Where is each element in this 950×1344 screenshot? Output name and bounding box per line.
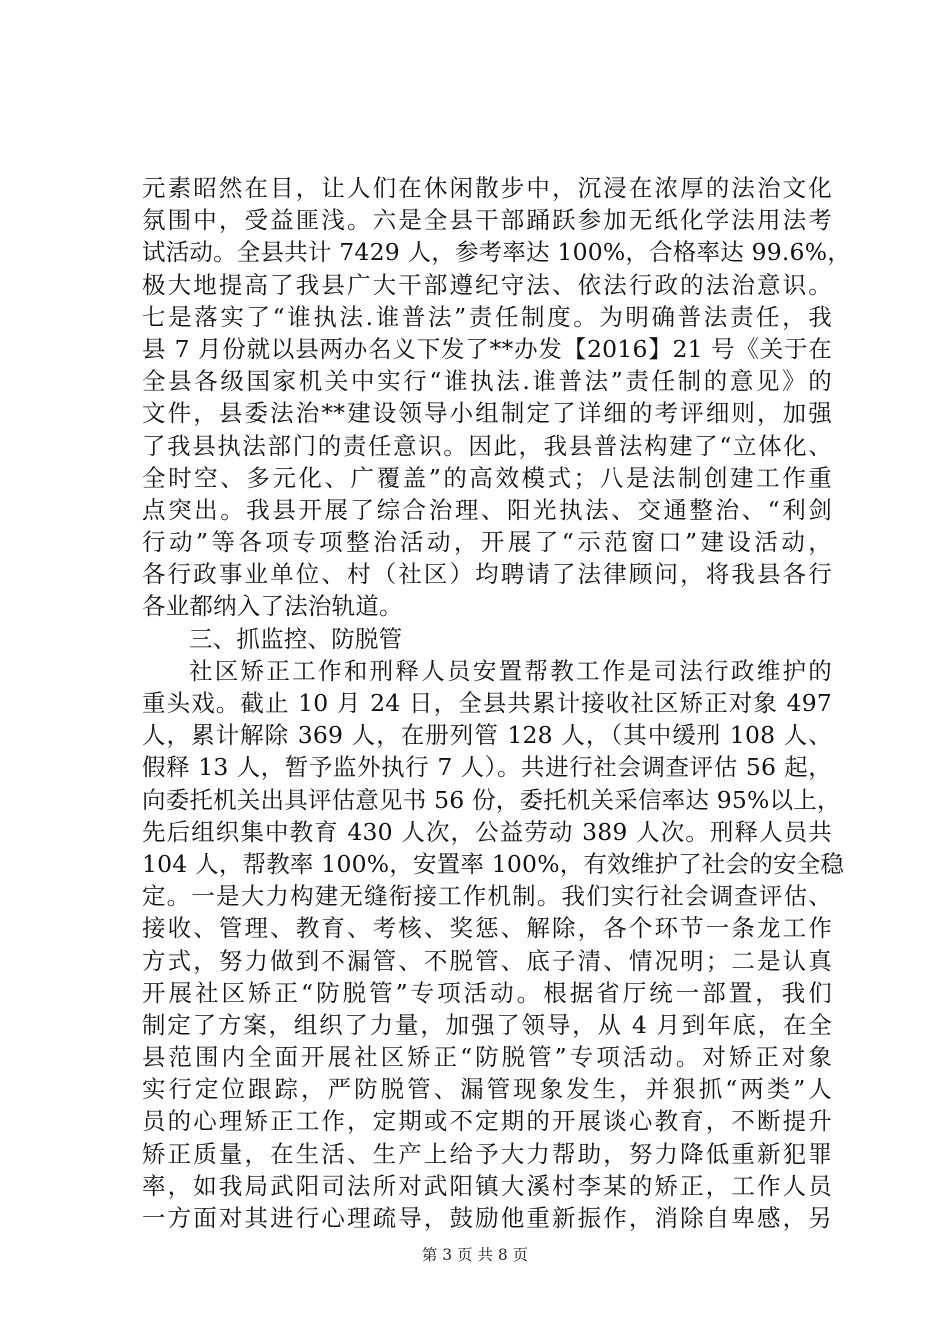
text-line: 矫正质量，在生活、生产上给予大力帮助，努力降低重新犯罪 bbox=[142, 1139, 832, 1168]
text-line: 先后组织集中教育 430 人次，公益劳动 389 人次。刑释人员共 bbox=[142, 817, 832, 846]
text-line: 制定了方案，组织了力量，加强了领导，从 4 月到年底，在全 bbox=[142, 1010, 832, 1039]
text-line: 假释 13 人，暂予监外执行 7 人）。共进行社会调查评估 56 起， bbox=[142, 753, 832, 782]
text-line: 元素昭然在目，让人们在休闲散步中，沉浸在浓厚的法治文化 bbox=[142, 174, 832, 202]
text-line: 了我县执法部门的责任意识。因此，我县普法构建了“立体化、 bbox=[142, 431, 832, 460]
text-line: 实行定位跟踪，严防脱管、漏管现象发生，并狠抓“两类”人 bbox=[142, 1075, 832, 1104]
text-line: 极大地提高了我县广大干部遵纪守法、依法行政的法治意识。 bbox=[142, 270, 832, 299]
text-line: 三、抓监控、防脱管 bbox=[189, 624, 403, 653]
text-line: 氛围中，受益匪浅。六是全县干部踊跃参加无纸化学法用法考 bbox=[142, 206, 832, 235]
text-line: 行动”等各项专项整治活动，开展了“示范窗口”建设活动， bbox=[142, 528, 832, 557]
text-line: 全县各级国家机关中实行“谁执法.谁普法”责任制的意见》的 bbox=[142, 367, 832, 396]
text-line: 试活动。全县共计 7429 人，参考率达 100%，合格率达 99.6%， bbox=[142, 238, 851, 267]
document-body bbox=[142, 172, 851, 1234]
text-line: 重头戏。截止 10 月 24 日，全县共累计接收社区矫正对象 497 bbox=[142, 689, 832, 717]
text-line: 各业都纳入了法治轨道。 bbox=[142, 592, 403, 621]
text-line: 开展社区矫正“防脱管”专项活动。根据省厅统一部置，我们 bbox=[142, 978, 832, 1007]
page-footer: 第 3 页 共 8 页 bbox=[421, 1246, 529, 1264]
text-line: 点突出。我县开展了综合治理、阳光执法、交通整治、“利剑 bbox=[142, 495, 832, 524]
text-line: 定。一是大力构建无缝衔接工作机制。我们实行社会调查评估、 bbox=[142, 882, 832, 911]
text-line: 文件，县委法治**建设领导小组制定了详细的考评细则，加强 bbox=[142, 399, 832, 428]
text-line: 县 7 月份就以县两办名义下发了**办发【2016】21 号《关于在 bbox=[142, 334, 832, 363]
text-line: 各行政事业单位、村（社区）均聘请了法律顾问，将我县各行 bbox=[142, 560, 832, 589]
text-line: 社区矫正工作和刑释人员安置帮教工作是司法行政维护的 bbox=[189, 656, 832, 685]
text-line: 方式，努力做到不漏管、不脱管、底子清、情况明；二是认真 bbox=[142, 946, 832, 975]
text-line: 一方面对其进行心理疏导，鼓励他重新振作，消除自卑感，另 bbox=[142, 1204, 832, 1232]
text-line: 全时空、多元化、广覆盖”的高效模式；八是法制创建工作重 bbox=[142, 463, 832, 492]
text-line: 七是落实了“谁执法.谁普法”责任制度。为明确普法责任，我 bbox=[142, 302, 832, 331]
text-line: 县范围内全面开展社区矫正“防脱管”专项活动。对矫正对象 bbox=[142, 1043, 832, 1072]
text-line: 率，如我局武阳司法所对武阳镇大溪村李某的矫正，工作人员 bbox=[142, 1171, 832, 1200]
text-line: 员的心理矫正工作，定期或不定期的开展谈心教育，不断提升 bbox=[142, 1107, 832, 1136]
text-line: 人，累计解除 369 人，在册列管 128 人，（其中缓刑 108 人、 bbox=[142, 721, 832, 750]
text-line: 向委托机关出具评估意见书 56 份，委托机关采信率达 95%以上， bbox=[142, 785, 841, 814]
text-line: 接收、管理、教育、考核、奖惩、解除，各个环节一条龙工作 bbox=[142, 914, 832, 943]
text-line: 104 人，帮教率 100%，安置率 100%，有效维护了社会的安全稳 bbox=[142, 849, 845, 878]
